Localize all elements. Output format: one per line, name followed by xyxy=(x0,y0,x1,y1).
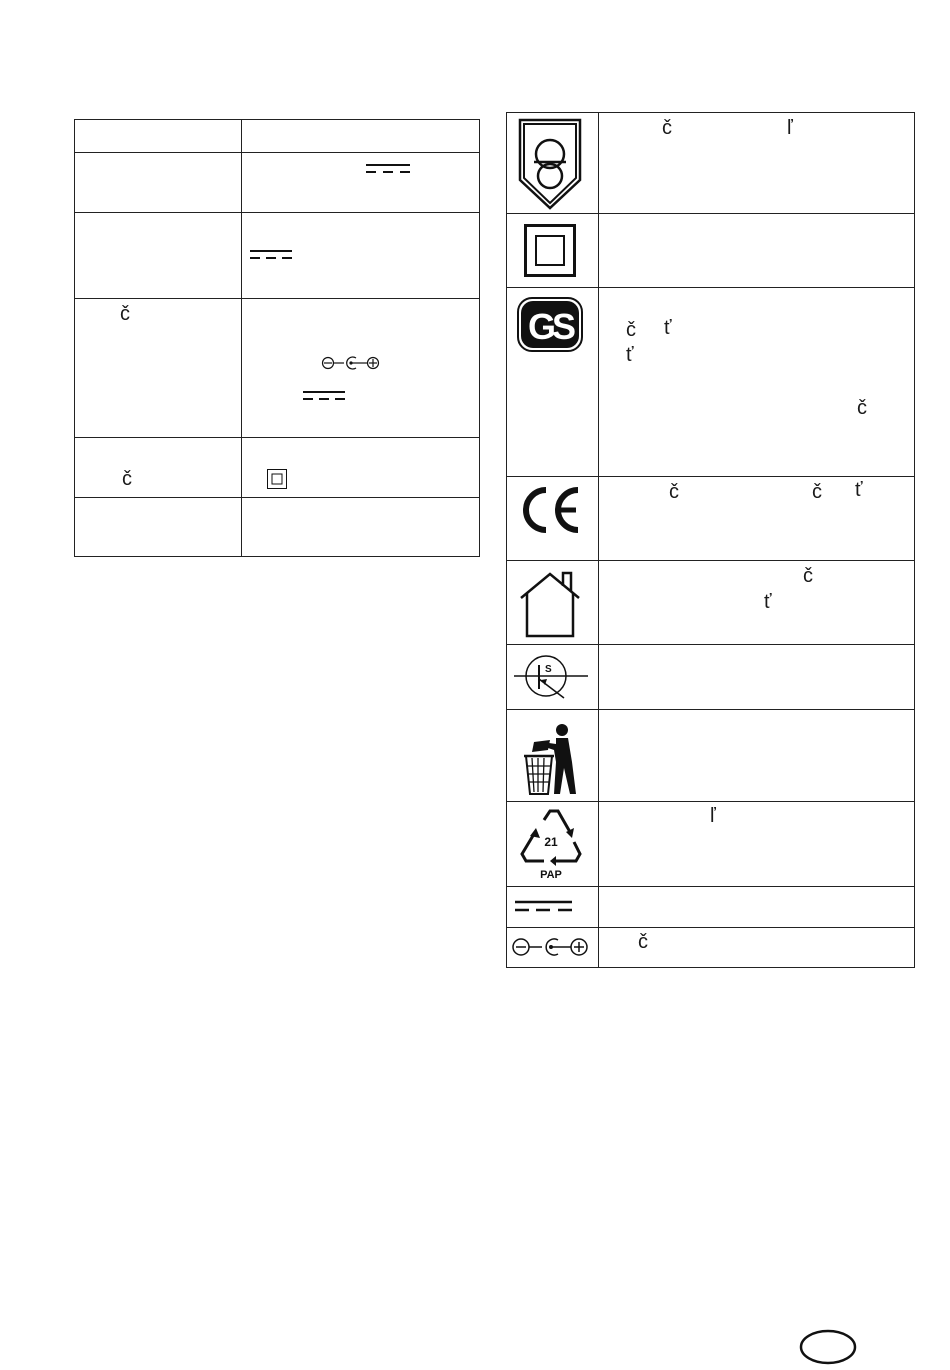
ce-mark-icon xyxy=(520,486,582,534)
polarity-icon xyxy=(512,937,588,957)
transistor-label: S xyxy=(545,664,552,675)
row5-glyph-1: č xyxy=(803,565,813,587)
gs-certification-icon xyxy=(517,297,583,352)
row5-glyph: č xyxy=(122,468,132,490)
dc-current-icon xyxy=(250,249,292,261)
row4-glyph-1: č xyxy=(669,481,679,503)
recycling-icon xyxy=(520,808,582,880)
dc-current-icon xyxy=(366,163,410,175)
protection-class-ii-icon xyxy=(267,469,287,489)
safety-switch-icon xyxy=(514,651,588,701)
polarity-icon xyxy=(322,356,380,370)
row4-glyph: č xyxy=(120,303,130,325)
svg-text:GS: GS xyxy=(527,306,573,347)
row3-glyph-3: ť xyxy=(626,344,634,366)
row5-glyph-2: ť xyxy=(764,591,772,613)
row3-glyph-4: č xyxy=(857,397,867,419)
row1-glyph-1: č xyxy=(662,117,672,139)
indoor-use-house-icon xyxy=(517,570,583,638)
dc-current-icon xyxy=(515,900,572,912)
row4-glyph-3: ť xyxy=(855,479,863,501)
row3-glyph-2: ť xyxy=(664,317,672,339)
recycle-label: PAP xyxy=(540,869,562,881)
row3-glyph-1: č xyxy=(626,319,636,341)
recycle-code: 21 xyxy=(544,835,558,849)
safety-transformer-icon xyxy=(518,118,582,210)
row1-glyph-2: ľ xyxy=(787,117,793,139)
protection-class-ii-icon xyxy=(524,224,576,277)
row4-glyph-2: č xyxy=(812,481,822,503)
dc-current-icon xyxy=(303,390,345,402)
page-marker-oval xyxy=(799,1329,857,1365)
row10-glyph-1: č xyxy=(638,931,648,953)
row8-glyph-1: ľ xyxy=(710,805,716,827)
dispose-trash-icon xyxy=(520,722,580,796)
